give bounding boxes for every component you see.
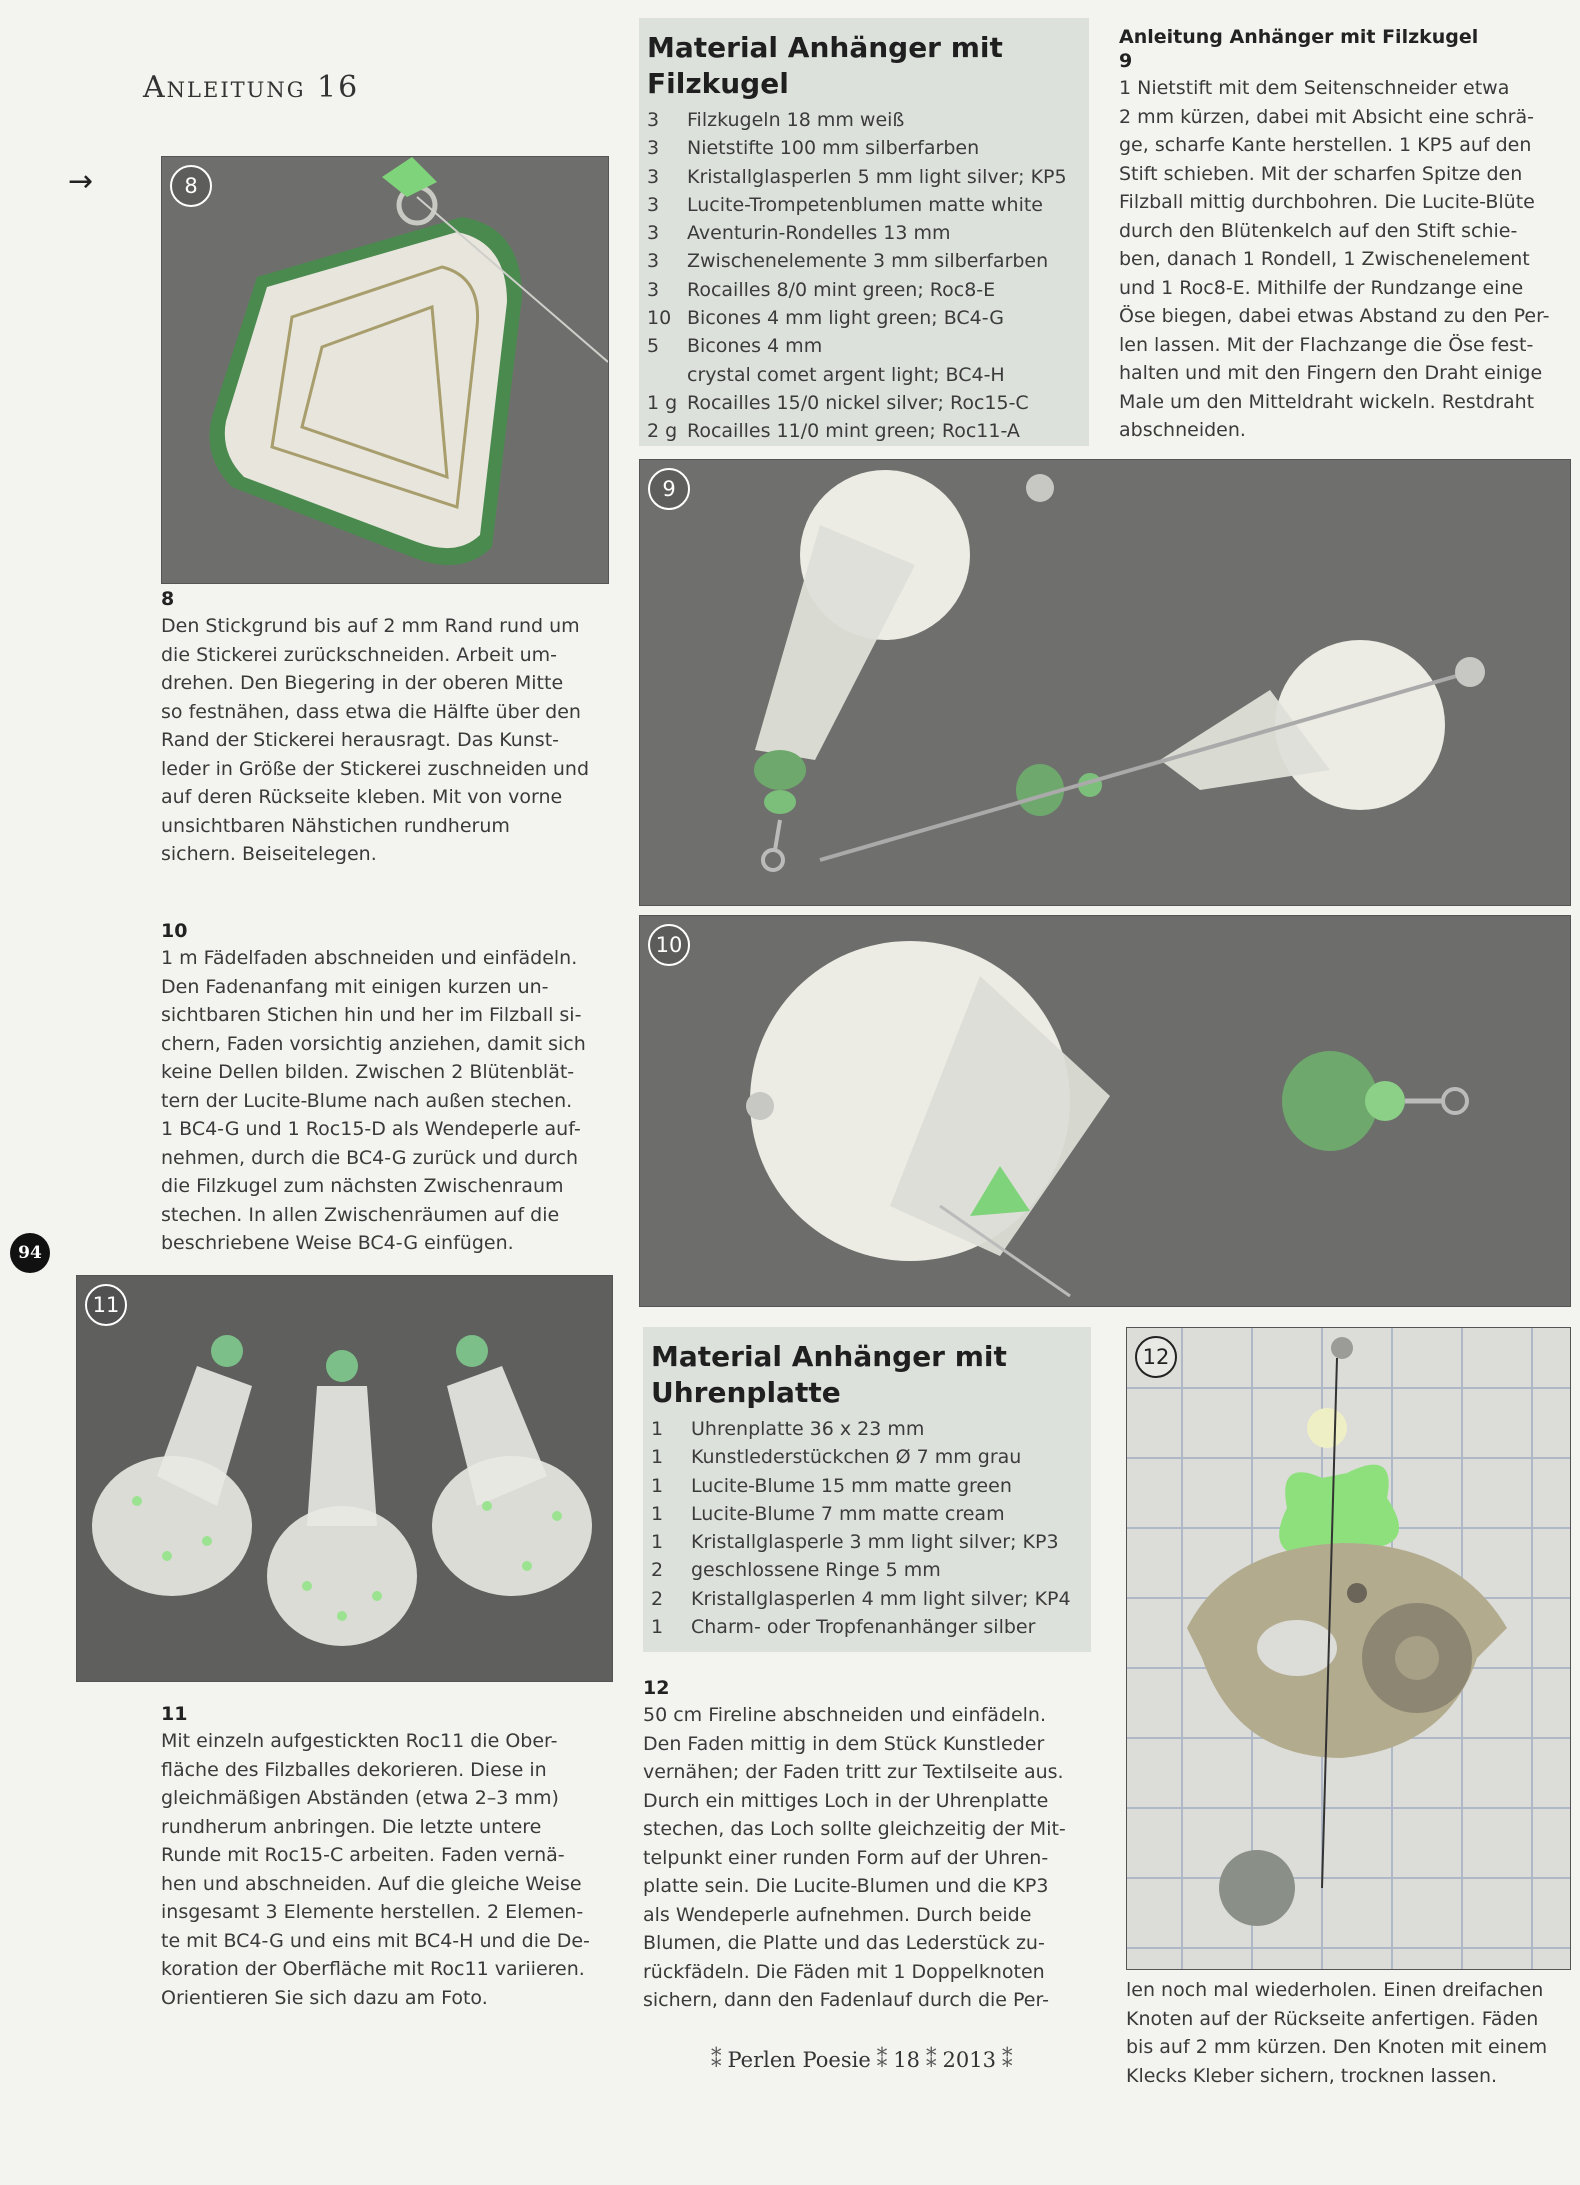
text-line: platte sein. Die Lucite-Blumen und die KP3 [643,1875,1049,1897]
material-item [647,134,1079,162]
material-name: Rocailles 11/0 mint green; Roc11-A [687,420,1020,443]
text-line: Den Stickgrund bis auf 2 mm Rand rund um [161,615,580,637]
text-line: Rand der Stickerei herausragt. Das Kunst- [161,729,560,751]
text-line: gleichmäßigen Abständen (etwa 2–3 mm) [161,1787,559,1809]
material-qty: 1 g [647,391,678,414]
material-name: Lucite-Trompetenblumen matte white [687,193,1043,216]
section-title: Anleitung 16 [143,70,360,105]
text-line: Durch ein mittiges Loch in der Uhrenplatte [643,1789,1049,1812]
text-line: Blumen, die Platte und das Lederstück zu- [643,1932,1045,1954]
text-line: koration der Oberfläche mit Roc11 variieren. [161,1958,585,1980]
material-item [651,1585,1081,1613]
material-qty: 3 [647,250,660,273]
text-line: vernähen; der Faden tritt zur Textilseite aus. [643,1761,1064,1783]
material-qty: 3 [647,278,660,301]
ornament-icon: ⁑ [711,2048,722,2072]
material-name: Bicones 4 mm light green; BC4-G [687,307,1005,330]
magazine-name: Perlen Poesie [727,2048,871,2072]
material-name: Lucite-Blume 15 mm matte green [691,1474,1012,1497]
text-line: hen und abschneiden. Auf die gleiche Weise [161,1872,582,1895]
text-line: insgesamt 3 Elemente herstellen. 2 Elemen- [161,1901,584,1923]
three-pendants-image [77,1276,612,1681]
text-line: Runde mit Roc15-C arbeiten. Faden vernä- [161,1844,565,1866]
photo-number-badge: 10 [648,924,690,966]
material-item [647,106,1079,134]
text-line: fläche des Filzballes dekorieren. Diese in [161,1758,547,1781]
material-name: Rocailles 15/0 nickel silver; Roc15-C [687,391,1029,414]
material-item [647,389,1079,417]
material-item [651,1415,1081,1443]
photo-number-badge: 11 [85,1284,127,1326]
text-line: stechen. In allen Zwischenräumen auf die [161,1203,560,1226]
material-item [647,219,1079,247]
photo-step-10 [639,915,1571,1307]
material-name: Kristallglasperle 3 mm light silver; KP3 [691,1531,1059,1554]
material-name: Lucite-Blume 7 mm matte cream [691,1502,1005,1525]
text-line: durch den Blütenkelch auf den Stift schie- [1119,219,1518,242]
text-line: ben, danach 1 Rondell, 1 Zwischenelement [1119,248,1530,270]
text-line: nehmen, durch die BC4-G zurück und durch [161,1146,579,1169]
text-line: te mit BC4-G und eins mit BC4-H und die De- [161,1929,590,1952]
photo-step-9 [639,459,1571,906]
step-number: 11 [161,1703,188,1725]
material-qty: 1 [651,1502,664,1525]
page-footer [705,2048,1018,2072]
material-item [647,163,1079,191]
text-line: Den Fadenanfang mit einigen kurzen un- [161,975,549,998]
text-line: ge, scharfe Kante herstellen. 1 KP5 auf den [1119,134,1532,156]
material-qty: 2 [651,1587,664,1610]
material-item [647,276,1079,304]
material-name: Charm- oder Tropfenanhänger silber [691,1616,1036,1639]
material-item [651,1528,1081,1556]
ornament-icon: ⁑ [876,2048,888,2072]
text-line: rundherum anbringen. Die letzte untere [161,1815,542,1838]
photo-number-badge: 8 [170,165,212,207]
material-item [651,1556,1081,1584]
text-line: halten und mit den Fingern den Draht einige [1119,362,1543,384]
materials-title [647,30,1079,102]
step-number: 9 [1119,50,1133,72]
step-body [1119,74,1569,445]
step-9 [1119,26,1569,445]
text-line: auf deren Rückseite kleben. Mit von vorne [161,786,563,808]
material-name: Kristallglasperlen 5 mm light silver; KP5 [687,165,1067,188]
material-qty: 1 [651,1418,664,1440]
material-name: geschlossene Ringe 5 mm [691,1559,941,1582]
step-body [643,1701,1093,2015]
title-line: Filzkugel [647,67,789,100]
step-heading: Anleitung Anhänger mit Filzkugel [1119,26,1479,48]
step-12 [643,1677,1093,2015]
text-line: abschneiden. [1119,419,1246,441]
title-line: Material Anhänger mit [651,1340,1007,1373]
ornament-icon: ⁑ [1001,2048,1013,2072]
text-line: sichtbaren Stichen hin und her im Filzball si- [161,1004,582,1026]
embroidered-heart-image [162,157,608,583]
text-line: 2 mm kürzen, dabei mit Absicht eine schrä- [1119,105,1534,128]
text-line: 1 BC4-G und 1 Roc15-D als Wendeperle auf- [161,1118,581,1140]
text-line: len noch mal wiederholen. Einen dreifachen [1126,1979,1544,2001]
text-line: die Stickerei zurückschneiden. Arbeit um- [161,643,558,666]
photo-step-11 [76,1275,613,1682]
step-body [161,944,621,1258]
text-line: 1 m Fädelfaden abschneiden und einfädeln. [161,947,578,969]
step-body [161,612,621,869]
materials-filzkugel-box [639,18,1089,446]
material-qty: 5 [647,335,660,358]
text-line: leder in Größe der Stickerei zuschneiden und [161,757,590,780]
material-qty: 2 g [647,420,678,443]
page-number-badge: 94 [10,1233,50,1273]
text-line: beschriebene Weise BC4-G einfügen. [161,1232,514,1254]
material-qty: 1 [651,1531,664,1554]
text-line: die Filzkugel zum nächsten Zwischenraum [161,1175,564,1197]
material-qty: 1 [651,1616,664,1639]
material-name: Filzkugeln 18 mm weiß [687,109,905,131]
photo-step-8 [161,156,609,584]
text-line: unsichtbaren Nähstichen rundherum [161,814,510,837]
text-line: Klecks Kleber sichern, trocknen lassen. [1126,2064,1498,2087]
material-item [647,191,1079,219]
text-line: stechen, das Loch sollte gleichzeitig der Mit- [643,1818,1066,1840]
text-line: sichern. Beiseitelegen. [161,843,377,865]
title-line: Uhrenplatte [651,1376,841,1409]
text-line: Filzball mittig durchbohren. Die Lucite-Blüte [1119,191,1535,213]
step-number: 12 [643,1677,670,1699]
text-line: Male um den Mitteldraht wickeln. Restdraht [1119,390,1535,413]
material-qty: 3 [647,165,660,188]
material-name: Aventurin-Rondelles 13 mm [687,222,951,245]
material-qty: 3 [647,193,660,216]
step-body [161,1727,621,2012]
text-line: telpunkt einer runden Form auf der Uhren- [643,1846,1049,1869]
materials-title [651,1339,1081,1411]
material-qty: 3 [647,137,660,160]
material-item [651,1443,1081,1471]
material-qty: 2 [651,1559,664,1582]
material-item [647,304,1079,332]
photo-step-12 [1126,1327,1571,1970]
photo-number-badge: 9 [648,468,690,510]
text-line: und 1 Roc8-E. Mithilfe der Rundzange eine [1119,276,1524,299]
text-line: so festnähen, dass etwa die Hälfte über den [161,700,581,723]
material-qty: 3 [647,222,660,245]
text-line: 1 Nietstift mit dem Seitenschneider etwa [1119,77,1510,99]
material-item [647,332,1079,360]
material-name: Uhrenplatte 36 x 23 mm [691,1418,925,1440]
felt-ball-pins-image [640,460,1570,905]
material-qty: 10 [647,307,672,330]
material-name: Bicones 4 mm [687,335,823,358]
text-line: Mit einzeln aufgestickten Roc11 die Ober- [161,1730,558,1752]
text-line: als Wendeperle aufnehmen. Durch beide [643,1903,1032,1926]
issue-number: 18 [893,2048,921,2072]
arrow-right-icon: → [68,164,94,199]
text-line: len lassen. Mit der Flachzange die Öse fest- [1119,333,1534,356]
material-item [647,417,1079,445]
step-12-continued [1126,1976,1576,2090]
material-item [647,247,1079,275]
material-qty: 3 [647,109,660,131]
text-line: Stift schieben. Mit der scharfen Spitze den [1119,162,1523,185]
step-11 [161,1703,621,2012]
text-line: 50 cm Fireline abschneiden und einfädeln. [643,1704,1047,1726]
ornament-icon: ⁑ [926,2048,937,2072]
material-qty: 1 [651,1446,664,1469]
step-number: 8 [161,588,175,610]
material-item [651,1613,1081,1641]
issue-year: 2013 [942,2048,996,2072]
text-line: bis auf 2 mm kürzen. Den Knoten mit einem [1126,2036,1548,2058]
text-line: drehen. Den Biegering in der oberen Mitte [161,672,564,694]
felt-ball-closeup-image [640,916,1570,1306]
material-name: Kunstlederstückchen Ø 7 mm grau [691,1446,1022,1469]
text-line: Knoten auf der Rückseite anfertigen. Fäden [1126,2007,1539,2030]
material-name: Kristallglasperlen 4 mm light silver; KP4 [691,1587,1071,1610]
material-name: crystal comet argent light; BC4-H [687,363,1005,386]
material-qty [647,361,687,389]
material-item [647,361,1079,389]
step-10 [161,920,621,1258]
text-line: chern, Faden vorsichtig anziehen, damit sich [161,1032,586,1055]
photo-number-badge: 12 [1135,1336,1177,1378]
text-line: rückfädeln. Die Fäden mit 1 Doppelknoten [643,1960,1045,1983]
step-8 [161,588,621,869]
material-qty: 1 [651,1474,664,1497]
text-line: Den Faden mittig in dem Stück Kunstleder [643,1732,1045,1755]
text-line: sichern, dann den Fadenlauf durch die Per- [643,1989,1049,2011]
material-item [651,1472,1081,1500]
material-name: Rocailles 8/0 mint green; Roc8-E [687,278,996,301]
material-name: Zwischenelemente 3 mm silberfarben [687,250,1049,273]
material-item [651,1500,1081,1528]
material-name: Nietstifte 100 mm silberfarben [687,137,980,160]
text-line: tern der Lucite-Blume nach außen stechen. [161,1089,573,1112]
watch-plate-pendant-image [1127,1328,1570,1969]
step-number: 10 [161,920,188,942]
text-line: Öse biegen, dabei etwas Abstand zu den Per- [1119,305,1550,327]
text-line: keine Dellen bilden. Zwischen 2 Blütenblät- [161,1061,575,1083]
title-line: Material Anhänger mit [647,31,1003,64]
materials-uhrenplatte-box [643,1327,1091,1652]
text-line: Orientieren Sie sich dazu am Foto. [161,1986,488,2009]
